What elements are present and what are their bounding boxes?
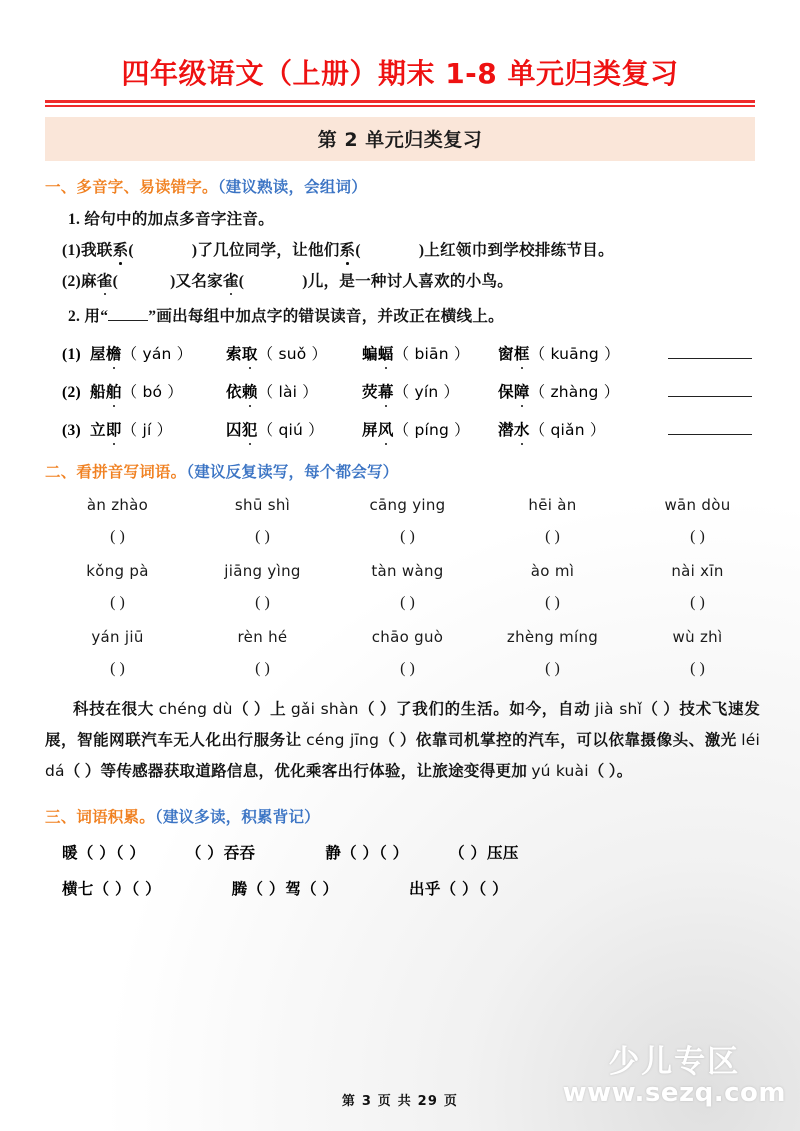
q1-item-2-open-1: ( [112,272,119,290]
q1-item-2-dot-char-1: 雀 [96,272,113,290]
pinyin-word: kǒng pà [86,562,149,581]
q2-row-2-cell-4 [498,380,648,402]
q2-r1-c2-dot: 取 [242,342,258,364]
q2-r2-c3-pre: 荧 [362,384,378,402]
wa-r2-i1-parens[interactable]: （ ）（ ） [93,881,162,899]
q1-item-1-close-2: ) [418,241,425,259]
answer-paren-blank[interactable]: ( ) [400,594,415,612]
q2-r3-c3-pre: 屏 [362,422,378,440]
q2-r3-c1-pinyin[interactable]: （ jí ） [121,421,173,440]
q2-r3-c1-pre: 立 [90,422,106,440]
wa-r1-item-4 [449,841,519,863]
q2-r3-c1-dot: 即 [106,418,122,440]
pinyin-words-row-2 [45,562,770,580]
answer-paren-blank[interactable]: ( ) [400,660,415,678]
pinyin-word-grid [45,496,770,678]
word-accumulation-row-2 [62,877,800,899]
answer-paren-blank[interactable]: ( ) [110,660,125,678]
q1-item-1 [62,242,765,260]
wa-r1-i2-parens[interactable]: （ ） [185,845,224,863]
word-accumulation-row-1 [62,841,800,863]
para-pinyin-3: jià shǐ [594,700,643,719]
page-title: 四年级语文（上册）期末 1-8 单元归类复习 [121,57,679,90]
q2-r1-c4-dot: 框 [514,342,530,364]
pinyin-group-1 [45,496,770,546]
q2-r3-c4-pre: 潜 [498,422,514,440]
pinyin-word: jiāng yìng [224,562,301,581]
unit-banner: 第 2 单元归类复习 [45,117,755,161]
q2-r3-c2-dot: 犯 [242,418,258,440]
q2-r1-c2-pinyin[interactable]: （ suǒ ） [257,345,328,364]
para-pinyin-2: gǎi shàn [290,700,359,719]
answer-paren-blank[interactable]: ( ) [110,528,125,546]
wa-r1-i3-parens[interactable]: （ ）（ ） [341,845,410,863]
q1-item-1-label: (1) [62,241,81,259]
para-pinyin-4: céng jīng [306,731,380,750]
q2-row-2-answer-blank[interactable] [668,384,752,397]
section-heading-1 [45,175,800,197]
pinyin-word: cāng ying [369,496,446,515]
q2-r3-c4-pinyin[interactable]: （ qiǎn ） [529,421,606,440]
section-heading-3 [45,805,800,827]
para-text-3: 了我们的生活。如今，自动 [396,701,595,719]
q2-inline-rule [108,320,148,321]
pinyin-answer-row-3 [45,655,770,678]
cloze-paragraph [45,694,760,787]
q2-r2-c2-pre: 依 [226,384,242,402]
q2-row-3-label: (3) [62,422,81,440]
watermark-logo: 少儿专区 [608,1044,741,1081]
wa-r1-i2-post: 吞吞 [223,845,256,863]
q2-row-2-label: (2) [62,384,81,402]
q2-r2-c1-pre: 船 [90,384,106,402]
q2-row-1-cell-4 [498,342,648,364]
wa-r2-item-2 [232,877,339,899]
pinyin-word: shū shì [234,496,291,515]
answer-paren-blank[interactable]: ( ) [690,528,705,546]
q1-item-1-part2: 了几位同学，让他们 [197,241,340,259]
q2-text-a: 用“ [84,308,109,326]
answer-paren-blank[interactable]: ( ) [255,594,270,612]
para-blank-3[interactable]: （ ） [642,701,680,719]
q2-row-1-answer-blank[interactable] [668,346,752,359]
para-text-5: 依靠司机掌控的汽车，可以依靠摄像头、激光 [415,732,742,750]
wa-r2-i3-pre: 出乎 [409,881,441,899]
wa-r2-item-1 [62,877,162,899]
question-2-prompt [68,308,765,326]
q1-item-2-close-1: ) [170,272,176,290]
q2-r1-c3-dot: 蝠 [378,342,394,364]
q1-item-2-part2: 又名家 [175,272,223,290]
q2-row-2 [62,380,800,402]
q2-r1-c2-pre: 索 [226,346,242,364]
pinyin-word: nài xīn [671,562,724,581]
para-blank-5[interactable]: （ ） [64,763,101,781]
q2-r1-c4-pinyin[interactable]: （ kuāng ） [529,345,620,364]
q1-item-1-open-2: ( [355,241,361,259]
q2-r2-c1-pinyin[interactable]: （ bó ） [121,383,184,402]
answer-paren-blank[interactable]: ( ) [545,594,560,612]
wa-r2-i2-parens[interactable]: （ ） [247,881,286,899]
q2-r3-c2-pinyin[interactable]: （ qiú ） [257,421,324,440]
wa-r2-i2-pre: 腾 [231,881,248,899]
para-text-4: 技术飞速发展，智能网联汽车无人化出行服务让 [45,701,760,750]
answer-paren-blank[interactable]: ( ) [255,528,270,546]
answer-paren-blank[interactable]: ( ) [545,528,560,546]
wa-r1-item-3 [325,841,409,863]
q1-item-1-part3: 上红领巾到学校排练节目。 [424,241,614,259]
q2-row-2-cell-2 [226,380,362,402]
q2-number: 2. [68,308,81,326]
q2-row-3-cell-3 [362,418,498,440]
answer-paren-blank[interactable]: ( ) [255,660,270,678]
answer-paren-blank[interactable]: ( ) [690,594,705,612]
wa-r1-item-2 [186,841,256,863]
para-pinyin-6: yú kuài [531,762,589,781]
q2-row-1-cell-2 [226,342,362,364]
watermark-url: www.sezq.com [562,1078,786,1109]
para-blank-2[interactable]: （ ） [358,701,397,719]
pinyin-words-row-1 [45,496,770,514]
section-2-title: 二、看拼音写词语。 [45,463,187,482]
q1-item-2-label: (2) [62,272,81,290]
pinyin-word: hēi àn [528,496,577,515]
wa-r1-i4-parens[interactable]: （ ） [449,845,488,863]
pinyin-word: wù zhì [672,628,723,647]
q1-number: 1. [68,211,81,228]
pinyin-word: tàn wàng [371,562,444,581]
pinyin-words-row-3 [45,628,770,646]
q2-r1-c3-pinyin[interactable]: （ biān ） [393,345,470,364]
section-heading-2 [45,460,800,482]
question-1-prompt [68,211,765,229]
q1-item-1-close-1: ) [191,241,198,259]
q2-r1-c1-pinyin[interactable]: （ yán ） [121,345,193,364]
q2-r3-c4-dot: 水 [514,418,530,440]
wa-r2-item-3 [409,877,509,899]
para-text-6: 等传感器获取道路信息，优化乘客出行体验，让旅途变得更加 [100,763,532,781]
q1-text: 给句中的加点多音字注音。 [84,211,275,228]
answer-paren-blank[interactable]: ( ) [545,660,560,678]
para-blank-6[interactable]: （ ） [588,763,617,781]
q2-r2-c2-dot: 赖 [242,380,258,402]
para-blank-1[interactable]: （ ） [232,701,271,719]
q2-text-b: ”画出每组中加点字的错误读音，并改正在横线上。 [148,308,504,326]
section-1-title: 一、多音字、易读错字。 [45,178,218,196]
q1-item-2-part1: 麻 [80,272,97,290]
q2-row-3 [62,418,800,440]
q2-r3-c2-pre: 囚 [226,422,242,440]
answer-paren-blank[interactable]: ( ) [690,660,705,678]
q1-item-2-open-2: ( [238,272,245,290]
pinyin-word: wān dòu [664,496,731,515]
divider-line-thin [45,105,755,107]
q2-row-3-cell-4 [498,418,648,440]
para-text-7: 。 [616,763,633,781]
q2-r1-c4-pre: 窗 [498,346,514,364]
q1-item-2-part3: 儿，是一种讨人喜欢的小鸟。 [307,272,514,290]
q2-row-3-answer-blank[interactable] [668,422,752,435]
q2-r3-c3-dot: 风 [378,418,394,440]
para-text-1: 科技在很大 [73,701,159,719]
wa-r1-i1-parens[interactable]: （ ）（ ） [77,845,146,863]
para-text-2: 上 [270,701,291,719]
wa-r2-i3-parens[interactable]: （ ）（ ） [440,881,509,899]
pinyin-word: zhèng míng [506,628,599,647]
q2-r2-c4-pre: 保 [498,384,514,402]
q2-row-2-cell-3 [362,380,498,402]
q2-r2-c4-pinyin[interactable]: （ zhàng ） [529,383,620,402]
section-3-hint: （建议多读，积累背记） [154,808,320,827]
q2-r1-c3-pre: 蝙 [362,346,378,364]
q2-r1-c1-dot: 檐 [106,342,122,364]
q2-r3-c3-pinyin[interactable]: （ píng ） [393,421,470,440]
pinyin-word: àn zhào [86,496,149,515]
pinyin-answer-row-1 [45,523,770,546]
para-pinyin-1: chéng dù [158,700,233,719]
wa-r1-i3-pre: 静 [325,845,342,863]
q2-row-3-cell-2 [226,418,362,440]
q2-r2-c4-dot: 障 [514,380,530,402]
q2-r2-c3-dot: 幕 [378,380,394,402]
section-3-title: 三、词语积累。 [45,808,155,827]
para-pinyin-5: léi dá [45,731,760,781]
pinyin-group-2 [45,562,770,612]
wa-r1-i1-pre: 暖 [62,845,78,863]
para-blank-4[interactable]: （ ） [379,732,416,750]
pinyin-word: rèn hé [237,628,288,647]
q2-row-2-cell-1 [90,380,226,402]
answer-paren-blank[interactable]: ( ) [400,528,415,546]
q1-item-2-close-2: ) [302,272,308,290]
pinyin-word: chāo guò [371,628,444,647]
wa-r2-i1-pre: 横七 [62,881,94,899]
q1-item-2 [62,273,765,291]
section-1-hint: （建议熟读，会组词） [217,178,367,196]
q2-row-1-cell-1 [90,342,226,364]
q2-r2-c2-pinyin[interactable]: （ lài ） [257,383,318,402]
page-footer: 第 3 页 共 29 页 [341,1094,459,1109]
wa-r2-i2-mid: 驾 [285,881,302,899]
q1-item-1-dot-char-2: 系 [339,241,356,259]
pinyin-group-3 [45,628,770,678]
q2-r2-c1-dot: 舶 [106,380,122,402]
q2-r1-c1-pre: 屋 [90,346,106,364]
title-divider [45,100,755,107]
answer-paren-blank[interactable]: ( ) [110,594,125,612]
wa-r2-i2-post[interactable]: （ ） [301,881,340,899]
q1-item-1-open-1: ( [128,241,134,259]
section-2-hint: （建议反复读写，每个都会写） [186,463,399,482]
q2-row-1-label: (1) [62,346,81,364]
q1-item-2-dot-char-2: 雀 [222,272,239,290]
wa-r1-i4-post: 压压 [487,845,519,863]
wa-r1-item-1 [62,841,146,863]
pinyin-answer-row-2 [45,589,770,612]
q2-row-3-cell-1 [90,418,226,440]
q1-item-1-dot-char-1: 系 [112,241,129,259]
pinyin-word: yán jiū [91,628,144,647]
q2-row-1 [62,342,800,364]
pinyin-word: ào mì [530,562,575,581]
q2-r2-c3-pinyin[interactable]: （ yín ） [393,383,460,402]
q1-item-1-part1: 我联 [80,241,113,259]
site-watermark [563,1045,786,1109]
q2-row-1-cell-3 [362,342,498,364]
